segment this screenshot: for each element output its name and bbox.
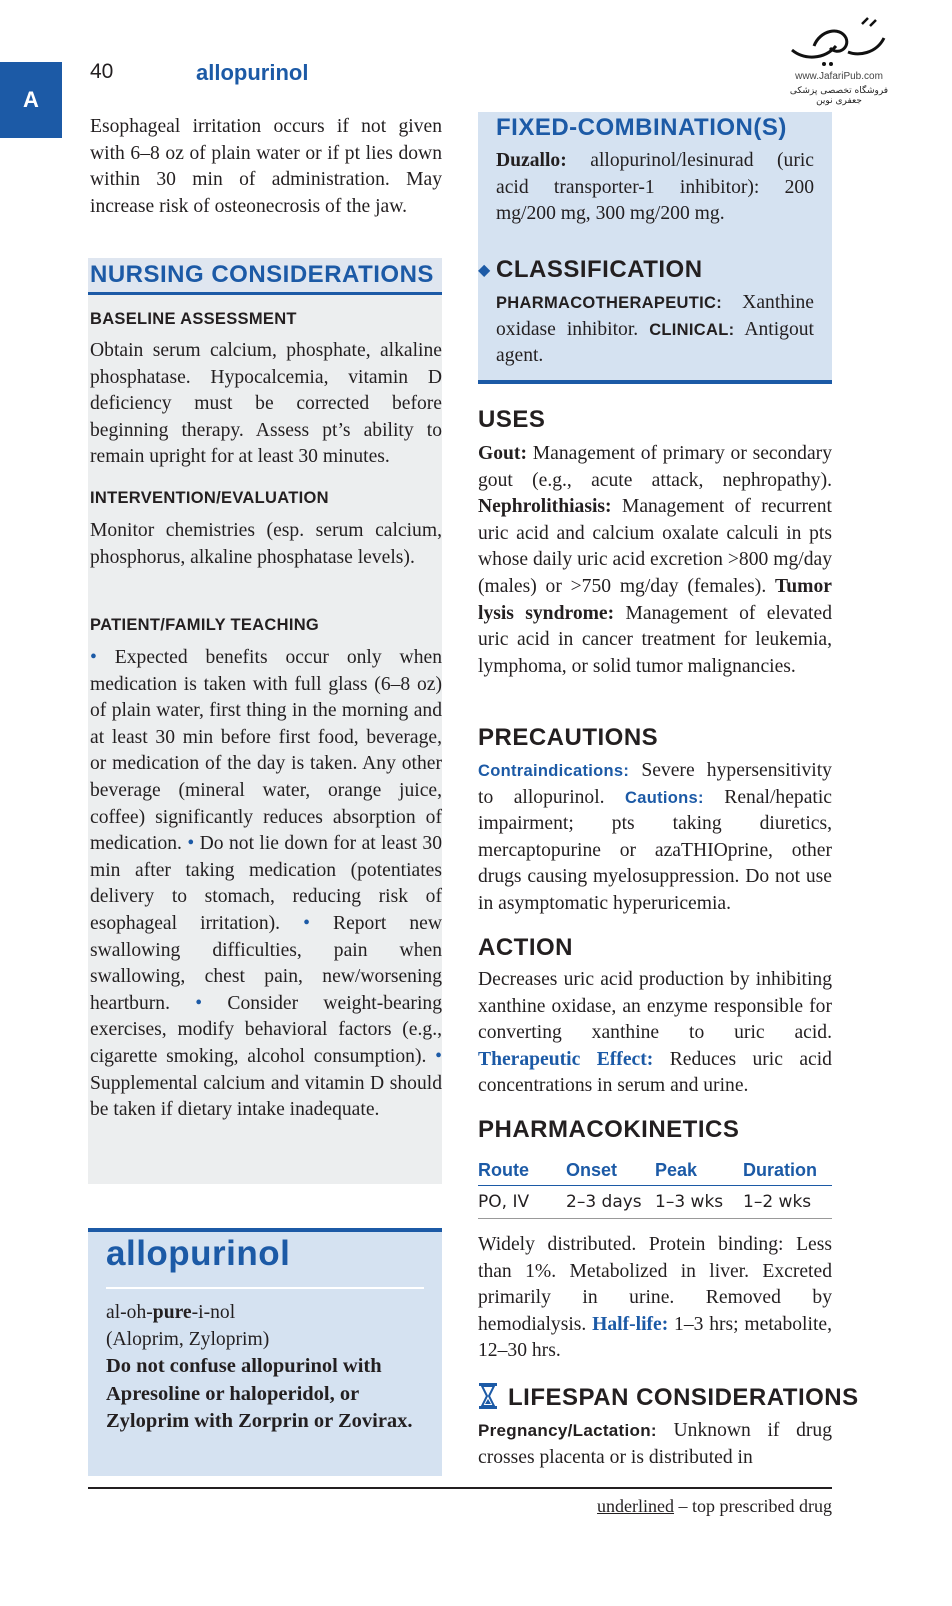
calligraphy-logo-icon	[784, 16, 894, 68]
half-life-label: Half-life:	[592, 1313, 669, 1335]
gout-label: Gout:	[478, 443, 527, 464]
table-header-row	[478, 1158, 832, 1186]
hourglass-icon	[478, 1382, 498, 1415]
contraindications-label: Contraindications:	[478, 762, 630, 780]
drug-pronunciation	[106, 1300, 424, 1436]
publisher-logo	[776, 16, 902, 106]
page-number: 40	[90, 60, 114, 83]
pregnancy-label: Pregnancy/Lactation:	[478, 1421, 657, 1440]
bullet-icon: •	[303, 912, 310, 934]
therapeutic-effect-text: Reduces uric acid concentrations in serum and urine.	[478, 1048, 832, 1097]
footer-note	[597, 1496, 832, 1517]
bullet-icon: •	[187, 833, 195, 855]
table-cell: 1–3 wks	[655, 1186, 743, 1219]
running-head: allopurinol	[196, 60, 309, 85]
logo-caption: فروشگاه تخصصی پزشکی جعفری نوین	[789, 86, 889, 106]
pharm-value: Xanthine oxidase inhibitor.	[496, 292, 814, 340]
fixed-combination-heading: FIXED-COMBINATION(S)	[496, 114, 787, 141]
bullet-icon: •	[90, 647, 97, 668]
teaching-item: Report new swallowing difficulties, pain when swallowing, chest pain, new/worsening heartburn.	[90, 912, 442, 1014]
column-header: Peak	[655, 1158, 743, 1186]
teaching-item: Consider weight-bearing exercises, modify behavioral factors (e.g., cigarette smoking, alcohol consumption).	[90, 992, 442, 1067]
table-cell: 2–3 days	[566, 1186, 655, 1219]
duzallo-text: allopurinol/lesinurad (uric acid transporter-1 inhibitor): 200 mg/200 mg, 300 mg/200 mg.	[496, 150, 814, 225]
drug-brands: (Aloprim, Zyloprim)	[106, 1328, 270, 1350]
drug-title-rule	[106, 1287, 424, 1289]
tumor-text: Management of elevated uric acid in cancer treatment for leukemia, lymphoma, or solid tumor malignancies.	[478, 602, 832, 677]
footer-rest: – top prescribed drug	[674, 1496, 832, 1516]
precautions-text	[478, 758, 832, 918]
pregnancy-text: Unknown if drug crosses placenta or is distributed in	[478, 1420, 832, 1468]
therapeutic-effect-label: Therapeutic Effect:	[478, 1048, 654, 1070]
pk-body: Widely distributed. Protein binding: Less than 1%. Metabolized in liver. Excreted primarily in urine. Removed by hemodialysis.	[478, 1234, 832, 1335]
pharmacokinetics-table	[478, 1158, 832, 1219]
precautions-heading: PRECAUTIONS	[478, 724, 659, 751]
lifespan-text	[478, 1418, 832, 1471]
footer-underlined: underlined	[597, 1496, 675, 1516]
action-heading: ACTION	[478, 934, 573, 961]
column-header: Onset	[566, 1158, 655, 1186]
duzallo-label: Duzallo:	[496, 150, 567, 171]
fixed-combination-text	[496, 148, 814, 228]
classification-text	[496, 290, 814, 370]
lifespan-heading: LIFESPAN CONSIDERATIONS	[508, 1384, 859, 1411]
uses-text	[478, 441, 832, 680]
pharmacokinetics-text	[478, 1232, 832, 1365]
drug-title: allopurinol	[106, 1234, 291, 1273]
section-tab: A	[0, 62, 62, 138]
footer-rule	[88, 1487, 832, 1489]
bullet-icon: •	[435, 1045, 443, 1067]
action-text	[478, 967, 832, 1100]
nephro-text: Management of recurrent uric acid and calcium oxalate calculi in pts whose daily uric acid excretion >800 mg/day (males) or >750 mg/day (females).	[478, 496, 832, 597]
teaching-item: Do not lie down for at least 30 min after taking medication (potentiates delivery to stomach, reducing risk of esophageal irritation).	[90, 833, 443, 934]
cautions-text: Renal/hepatic impairment; pts taking diuretics, mercaptopurine or azaTHIOprine, other drugs causing myelosuppression. Do not use in asymptomatic hyperuricemia.	[478, 786, 832, 914]
contraindications-text: Severe hypersensitivity to allopurinol.	[478, 760, 832, 808]
gout-text: Management of primary or secondary gout (e.g., acute attack, nephropathy).	[478, 443, 832, 491]
drug-warning: Do not confuse allopurinol with Apresoline or haloperidol, or Zyloprim with Zorprin or Zovirax.	[106, 1355, 413, 1433]
half-life-text: 1–3 hrs; metabolite, 12–30 hrs.	[478, 1313, 832, 1362]
intro-text: Esophageal irritation occurs if not given with 6–8 oz of plain water or if pt lies down within 30 min of administration. May increase risk of osteonecrosis of the jaw.	[90, 116, 442, 217]
table-cell: PO, IV	[478, 1186, 566, 1219]
nursing-heading: NURSING CONSIDERATIONS	[90, 261, 434, 288]
uses-heading: USES	[478, 406, 546, 433]
teaching-heading: PATIENT/FAMILY TEACHING	[90, 616, 320, 634]
pharm-label: PHARMACOTHERAPEUTIC:	[496, 294, 722, 312]
logo-url: www.JafariPub.com	[795, 71, 883, 82]
table-cell: 1–2 wks	[743, 1186, 832, 1219]
cautions-label: Cautions:	[625, 788, 704, 807]
column-header: Duration	[743, 1158, 832, 1186]
intervention-text: Monitor chemistries (esp. serum calcium, phosphorus, alkaline phosphatase levels).	[90, 520, 442, 568]
bullet-icon: •	[195, 992, 203, 1014]
pron-stress: pure	[152, 1302, 192, 1323]
intervention-heading: INTERVENTION/EVALUATION	[90, 489, 329, 507]
tumor-label: Tumor lysis syndrome:	[478, 575, 832, 624]
nephro-label: Nephrolithiasis:	[478, 496, 612, 518]
table-row	[478, 1186, 832, 1219]
clinical-value: Antigout agent.	[496, 318, 814, 367]
teaching-item: Supplemental calcium and vitamin D should be taken if dietary intake inadequate.	[90, 1072, 442, 1121]
teaching-item: Expected benefits occur only when medication is taken with full glass (6–8 oz) of plain water, first thing in the morning and at least 30 min before first food, beverage, or medication of the day is taken. Any other beverage (mineral water, orange juice, coffee) significantly reduces absorption of medication.	[90, 647, 442, 855]
classification-heading: CLASSIFICATION	[496, 256, 703, 283]
pron-part: al-oh-	[106, 1302, 153, 1323]
baseline-text: Obtain serum calcium, phosphate, alkaline phosphatase. Hypocalcemia, vitamin D deficiency must be corrected before beginning therapy. Assess pt’s ability to remain upright for at least 30 minutes.	[90, 340, 442, 468]
action-body: Decreases uric acid production by inhibiting xanthine oxidase, an enzyme responsible for converting xanthine to uric acid.	[478, 969, 832, 1044]
column-header: Route	[478, 1158, 566, 1186]
teaching-text	[90, 645, 442, 1124]
baseline-heading: BASELINE ASSESSMENT	[90, 310, 297, 328]
diamond-icon: ◆	[478, 262, 491, 279]
pharmacokinetics-heading: PHARMACOKINETICS	[478, 1116, 740, 1143]
clinical-label: CLINICAL:	[649, 320, 735, 339]
pron-part: -i-nol	[191, 1302, 236, 1323]
